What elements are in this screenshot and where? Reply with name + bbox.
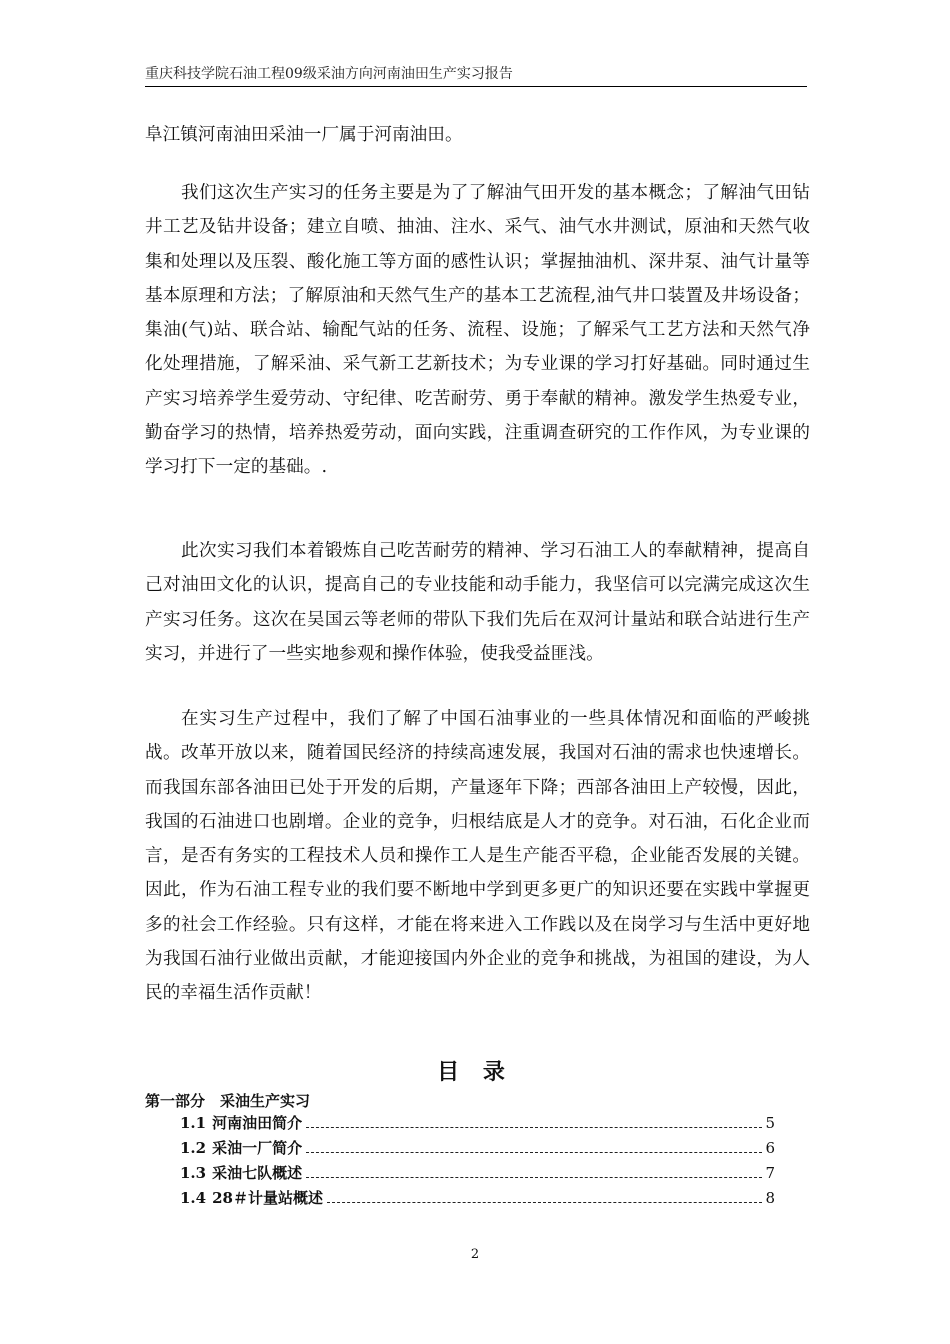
paragraph-tasks: 我们这次生产实习的任务主要是为了了解油气田开发的基本概念；了解油气田钻井工艺及钻井设备；建立自喷、抽油、注水、采气、油气水井测试，原油和天然气收集和处理以及压裂、酸化施工等方面的感性认识；掌握抽油机、深井泵、油气计量等基本原理和方法；了解原油和天然气生产的基本工艺流程,油气井口装置及井场设备；集油(气)站、联合站、输配气站的任务、流程、设施；了解采气工艺方法和天然气净化处理措施，了解采油、采气新工艺新技术；为专业课的学习打好基础。同时通过生产实习培养学生爱劳动、守纪律、吃苦耐劳、勇于奉献的精神。激发学生热爱专业，勤奋学习的热情，培养热爱劳动，面向实践，注重调查研究的工作作风，为专业课的学习打下一定的基础。.: [145, 183, 810, 478]
toc-entry-page: 6: [765, 1139, 775, 1157]
toc-entry-number: 1.3: [180, 1164, 207, 1182]
toc-entry[interactable]: [180, 1137, 775, 1159]
toc-entry[interactable]: [180, 1112, 775, 1134]
toc-entry-page: 7: [765, 1164, 775, 1182]
paragraph-attitude: 此次实习我们本着锻炼自己吃苦耐劳的精神、学习石油工人的奉献精神，提高自己对油田文化的认识，提高自己的专业技能和动手能力，我坚信可以完满完成这次生产实习任务。这次在吴国云等老师的带队下我们先后在双河计量站和联合站进行生产实习，并进行了一些实地参观和操作体验，使我受益匪浅。: [145, 541, 810, 664]
toc-entry-page: 8: [765, 1189, 775, 1207]
toc-entry[interactable]: [180, 1187, 775, 1209]
toc-leader: [306, 1127, 762, 1128]
toc-entry-number: 1.2: [180, 1139, 207, 1157]
paragraph-challenges: 在实习生产过程中，我们了解了中国石油事业的一些具体情况和面临的严峻挑战。改革开放以来，随着国民经济的持续高速发展，我国对石油的需求也快速增长。而我国东部各油田已处于开发的后期，产量逐年下降；西部各油田上产较慢，因此，我国的石油进口也剧增。企业的竞争，归根结底是人才的竞争。对石油，石化企业而言，是否有务实的工程技术人员和操作工人是生产能否平稳，企业能否发展的关键。因此，作为石油工程专业的我们要不断地中学到更多更广的知识还要在实践中掌握更多的社会工作经验。只有这样，才能在将来进入工作践以及在岗学习与生活中更好地为我国石油行业做出贡献，才能迎接国内外企业的竞争和挑战，为祖国的建设，为人民的幸福生活作贡献！: [145, 709, 810, 1004]
toc-title: 目 录: [437, 1059, 513, 1085]
toc-leader: [327, 1202, 762, 1203]
toc-entry-number: 1.4: [180, 1189, 207, 1207]
toc-entry-page: 5: [765, 1114, 775, 1132]
toc-part-heading: 第一部分 采油生产实习: [145, 1092, 311, 1110]
toc-entry-label: 河南油田简介: [212, 1114, 303, 1132]
toc-entry-label: 采油七队概述: [212, 1164, 303, 1182]
toc-entry-number: 1.1: [180, 1114, 207, 1132]
toc-leader: [306, 1152, 762, 1153]
header-rule: [145, 86, 807, 87]
toc-entry[interactable]: [180, 1162, 775, 1184]
toc-entry-label: 采油一厂简介: [212, 1139, 303, 1157]
toc-entry-label: 28＃计量站概述: [212, 1189, 323, 1207]
page-number: 2: [470, 1247, 480, 1262]
toc-leader: [306, 1177, 762, 1178]
paragraph-intro: 阜江镇河南油田采油一厂属于河南油田。: [145, 125, 463, 145]
running-header: 重庆科技学院石油工程09级采油方向河南油田生产实习报告: [145, 66, 513, 82]
